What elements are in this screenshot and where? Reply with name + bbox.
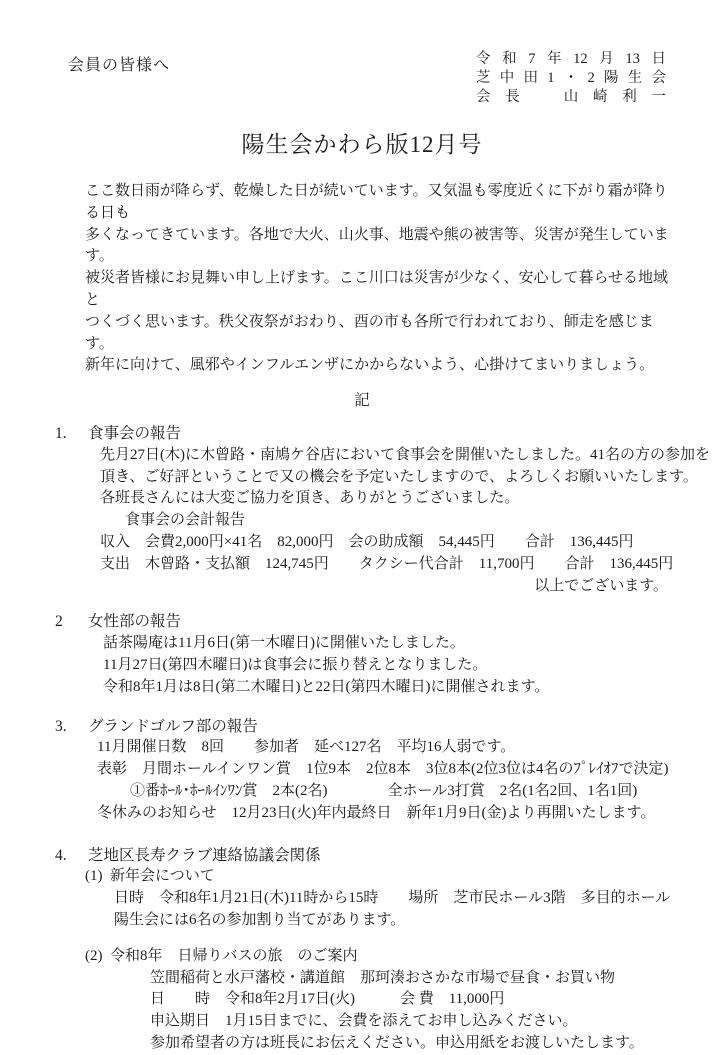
subsection-heading-row	[85, 946, 724, 968]
intro-line: 被災者皆様にお見舞い申し上げます。ここ川口は災害が少なく、安心して暮らせる地域と	[85, 270, 669, 308]
body-line: 話茶陽庵は11月6日(第一木曜日)に開催いたしました。	[103, 635, 465, 652]
salutation: 会員の皆様へ	[68, 57, 171, 74]
intro-line: 新年に向けて、風邪やインフルエンザにかからないよう、心掛けてまいりましょう。	[85, 357, 655, 374]
record-marker: 記	[354, 392, 370, 410]
intro-line: ここ数日雨が降らず、乾燥した日が続いています。又気温も零度近くに下がり霜が降りる日も	[85, 183, 668, 221]
closing-line: 以上でございます。	[534, 577, 668, 594]
section-number: 2	[55, 613, 63, 631]
subsection-label: (2)	[85, 947, 103, 964]
account-line-income: 収入 会費2,000円×41名 82,000円 会の助成額 54,445円 合計 136,445円	[100, 533, 634, 550]
subsection-title: 令和8年 日帰りバスの旅 のご案内	[110, 947, 358, 964]
section-heading-row	[55, 845, 724, 867]
body-line: 各班長さんには大変ご協力を頂き、ありがとうございました。	[100, 490, 520, 507]
body-line: 申込期日 1月15日までに、会費を添えてお申し込みください。	[150, 1013, 578, 1030]
body-line: 冬休みのお知らせ 12月23日(火)年内最終日 新年1月9日(金)より再開いたします。	[97, 804, 656, 821]
body-line: 日 時 令和8年2月17日(火) 会 費 11,000円	[150, 991, 505, 1008]
section-heading-row	[55, 716, 724, 738]
subsection-label: (1)	[85, 868, 103, 885]
section-heading: グランドゴルフ部の報告	[88, 717, 258, 735]
section-number: 1.	[55, 424, 67, 442]
section-number: 4.	[55, 846, 67, 864]
organization-name: 芝中田1・2陽生会	[476, 70, 666, 86]
newsletter-body	[0, 181, 724, 1055]
body-line: 11月27日(第四木曜日)は食事会に振り替えとなりました。	[103, 656, 488, 673]
section-heading: 食事会の報告	[88, 424, 182, 442]
body-line: 先月27日(木)に木曾路・南鳩ケ谷店において食事会を開催いたしました。41名の方の参加を	[100, 446, 710, 463]
body-line: 陽生会には6名の参加割り当てがあります。	[114, 911, 406, 928]
body-line: 参加希望者の方は班長にお伝えください。申込用紙をお渡しいたします。	[150, 1034, 644, 1051]
section-heading: 芝地区長寿クラブ連絡協議会関係	[88, 846, 321, 864]
chairman-name: 会長 山崎利一	[476, 89, 666, 105]
section-dinner-report	[0, 423, 724, 597]
header-right-block	[476, 50, 666, 107]
account-subheading: 食事会の会計報告	[125, 512, 246, 529]
subsection-bus-trip	[0, 946, 724, 1055]
issue-date: 令和7年12月13日	[476, 51, 666, 67]
subsection-heading-row	[85, 866, 724, 888]
body-line: 日時 令和8年1月21日(木)11時から15時 場所 芝市民ホール3階 多目的ホール	[114, 890, 671, 907]
body-line: 11月開催日数 8回 参加者 延べ127名 平均16人弱です。	[97, 739, 516, 756]
newsletter-title: 陽生会かわら版12月号	[241, 132, 483, 157]
subsection-newyear-party	[0, 866, 724, 931]
intro-line: つくづく思います。秩父夜祭がおわり、酉の市も各所で行われており、師走を感じます。	[85, 313, 654, 352]
section-womens-report	[0, 611, 724, 698]
section-heading-row	[55, 611, 724, 633]
section-shiba-council	[0, 845, 724, 1055]
account-line-expense: 支出 木曾路・支払額 124,745円 タクシー代合計 11,700円 合計 136,445円	[100, 555, 674, 572]
body-line: 頂き、ご好評ということで又の機会を予定いたしますので、よろしくお願いいたします。	[100, 468, 698, 485]
body-line: 笠間稲荷と水戸藩校・講道館 那珂湊おさかな市場で昼食・お買い物	[150, 969, 616, 986]
body-line: ①番ﾎｰﾙ･ﾎｰﾙｲﾝﾜﾝ賞 2本(2名) 全ホール3打賞 2名(1名2回、1名1回)	[130, 782, 638, 799]
section-number: 3.	[55, 717, 67, 735]
body-line: 表彰 月間ホールインワン賞 1位9本 2位8本 3位8本(2位3位は4名のﾌﾟﾚｲｵﾌで決定)	[97, 761, 669, 778]
body-line: 令和8年1月は8日(第二木曜日)と22日(第四木曜日)に開催されます。	[103, 678, 550, 695]
section-grandgolf-report	[0, 716, 724, 825]
section-heading: 女性部の報告	[88, 613, 182, 631]
intro-paragraph	[85, 181, 672, 377]
subsection-title: 新年会について	[110, 868, 215, 885]
section-heading-row	[55, 423, 724, 445]
intro-line: 多くなってきています。各地で大火、山火事、地震や熊の被害等、災害が発生しています。	[85, 226, 669, 265]
